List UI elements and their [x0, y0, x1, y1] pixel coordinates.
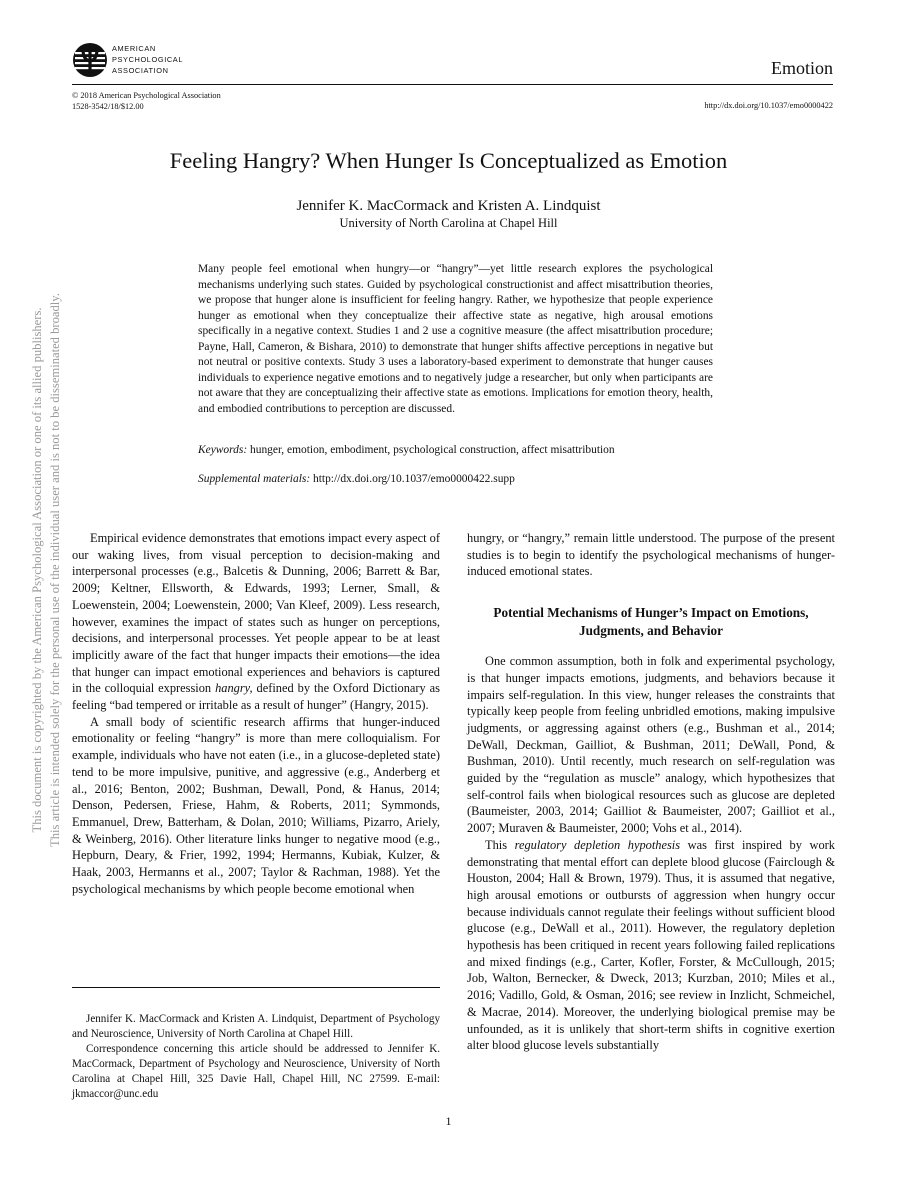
sidebar-line: This document is copyrighted by the American Psychological Association or one of its allied publishers.: [30, 307, 44, 833]
publisher-line: PSYCHOLOGICAL: [112, 55, 184, 64]
footnote-rule: [72, 987, 440, 988]
paragraph: [467, 837, 835, 1054]
article-title: Feeling Hangry? When Hunger Is Conceptualized as Emotion: [169, 148, 728, 173]
keywords-text: hunger, emotion, embodiment, psychological construction, affect misattribution: [250, 444, 615, 456]
paragraph: A small body of scientific research affirms that hunger-induced emotionality or feeling “hangry” is more than mere colloquialism. For example, individuals who have not eaten (i.e., in a glucose-depleted state) tend to be more impulsive, punitive, and aggressive (e.g., Anderberg et al., 2016; Benton, 2002; Bushman, Dewall, Pond, & Hanus, 2014; Denson, Pedersen, Friese, Hahm, & Roberts, 2011; Symmonds, Emmanuel, Drew, Batterham, & Dolan, 2010; Williams, Pizarro, Ariely, & Weinberg, 2016). Other literature links hunger to negative mood (e.g., Hepburn, Deary, & Frier, 1992, 1994; Hermanns, Kubiak, Kulzer, & Haak, 2003, Hermanns et al., 2007; Taylor & Rachman, 1988). Yet the psychological mechanisms by which people become emotional when: [72, 714, 440, 896]
supplemental-materials: [198, 472, 713, 488]
copyright-line: © 2018 American Psychological Association: [72, 91, 221, 100]
paragraph-text: was first inspired by work demonstrating that mental effort can deplete blood glucose (Fairclough & Houston, 2004; Hall & Brown, 1979). Thus, it is assumed that negative, high arousal emotions or outbursts of aggression when hungry occur because individuals cannot regulate their feelings without sufficient blood glucose (e.g., DeWall et al., 2011). However, the regulatory depletion hypothesis has been critiqued in recent years following failed replications and mixed findings (e.g., Carter, Kofler, Forster, & McCullough, 2015; Job, Walton, Bernecker, & Dweck, 2013; Kurzban, 2010; Miles et al., 2016; Vadillo, Gold, & Osman, 2016; see review in Inzlicht, Schmeichel, & Macrae, 2014). Moreover, the underlying biological premise may be unfounded, as it is unlikely that short-term shifts in cognitive exertion alter blood glucose levels substantially: [467, 837, 835, 1053]
paragraph-text: This: [485, 837, 515, 852]
keywords-label: Keywords:: [198, 444, 248, 456]
author-note: [72, 1012, 440, 1101]
copyright-sidebar: [28, 260, 64, 880]
affiliation: University of North Carolina at Chapel Hill: [339, 216, 558, 230]
page-number: 1: [445, 1114, 452, 1128]
supp-label: Supplemental materials:: [198, 473, 311, 485]
author-list: Jennifer K. MacCormack and Kristen A. Lindquist: [296, 198, 601, 214]
paragraph-text: defined by the Oxford Dictionary as feeling “bad tempered or irritable as a result of hunger” (Hangry, 2015).: [72, 681, 440, 713]
emphasis: regulatory depletion hypothesis: [514, 837, 681, 852]
abstract: Many people feel emotional when hungry—or “hangry”—yet little research explores the psychological mechanisms underlying such states. Guided by psychological constructionist and affect misattribution theories, we propose that hunger alone is insufficient for feeling hangry. Rather, we hypothesize that people experience hunger as emotional when they conceptualize their affective state as negative, high arousal emotions specifically in a negative context. Studies 1 and 2 use a cognitive measure (the affect misattribution procedure; Payne, Hall, Cameron, & Bishara, 2010) to demonstrate that hunger shifts affective perceptions in negative but not neutral or positive contexts. Study 3 uses a laboratory-based experiment to demonstrate that hunger causes individuals to experience negative emotions and to negatively judge a researcher, but only when participants are not aware that they are conceptualizing their affective state as emotions. Implications for emotion theory, health, and embodied contributions to perception are discussed.: [198, 263, 713, 415]
footnote: Jennifer K. MacCormack and Kristen A. Lindquist, Department of Psychology and Neuroscience, University of North Carolina at Chapel Hill.: [72, 1013, 440, 1040]
paragraph: One common assumption, both in folk and experimental psychology, is that hunger impacts emotions, judgments, and behaviors because it impairs self-regulation. In this view, hunger releases the constraints that typically keep people from feeling unbridled emotions, making impulsive judgments, or aggressing against others (e.g., Bushman et al., 2014; DeWall, Deckman, Gailliot, & Bushman, 2011; DeWall, Pond, & Bushman, 2010). Until recently, much research on self-regulation was guided by the “regulation as muscle” analogy, which hypothesizes that self-control fails when biological resources such as glucose are depleted (Baumeister, 2003, 2014; Gailliot & Baumeister, 2007; Gailliot et al., 2007; Muraven & Baumeister, 2000; Vohs et al., 2014).: [467, 654, 835, 836]
publisher-line: AMERICAN: [112, 44, 156, 53]
copyright-block: [72, 90, 221, 112]
sidebar-line: This article is intended solely for the personal use of the individual user and is not to be disseminated broadly.: [48, 293, 62, 847]
apa-seal-icon: [72, 42, 108, 78]
header-rule: [72, 84, 833, 85]
publisher-name: [112, 43, 183, 76]
section-heading: Potential Mechanisms of Hunger’s Impact on Emotions, Judgments, and Behavior: [493, 605, 809, 639]
apa-logo: [72, 40, 192, 80]
footnote: Correspondence concerning this article should be addressed to Jennifer K. MacCormack, Department of Psychology and Neuroscience, University of North Carolina at Chapel Hill, 325 Davie Hall, Chapel Hill, NC 27599. E-mail: jkmaccor@unc.edu: [72, 1042, 440, 1100]
doi-link[interactable]: http://dx.doi.org/10.1037/emo0000422: [704, 101, 833, 110]
publisher-line: ASSOCIATION: [112, 66, 169, 75]
body-column-right: [467, 530, 835, 1054]
paragraph-text: Empirical evidence demonstrates that emotions impact every aspect of our waking lives, from visual perception to decision-making and interpersonal processes (e.g., Balcetis & Dunning, 2006; Barrett & Bar, 2009; Keltner, Ellsworth, & Edwards, 1993; Lerner, Small, & Loewenstein, 2004; Loewenstein, 2000; Van Kleef, 2009). Less research, however, examines the impact of states such as hunger on perceptions, decisions, and interpersonal processes. Yet people appear to be at least implicitly aware of the fact that hunger impacts their emotions—the idea that hunger can impact emotional experiences and behaviors is captured in the colloquial expression: [72, 531, 440, 696]
supp-link[interactable]: http://dx.doi.org/10.1037/emo0000422.supp: [313, 473, 515, 485]
paragraph: hungry, or “hangry,” remain little understood. The purpose of the present studies is to begin to identify the psychological mechanisms of hunger-induced emotional states.: [467, 531, 835, 579]
keywords: [198, 443, 713, 459]
emphasis: hangry,: [215, 681, 253, 696]
body-column-left: [72, 530, 440, 897]
journal-name: Emotion: [771, 58, 833, 78]
paragraph: [72, 530, 440, 714]
issn-line: 1528-3542/18/$12.00: [72, 102, 144, 111]
